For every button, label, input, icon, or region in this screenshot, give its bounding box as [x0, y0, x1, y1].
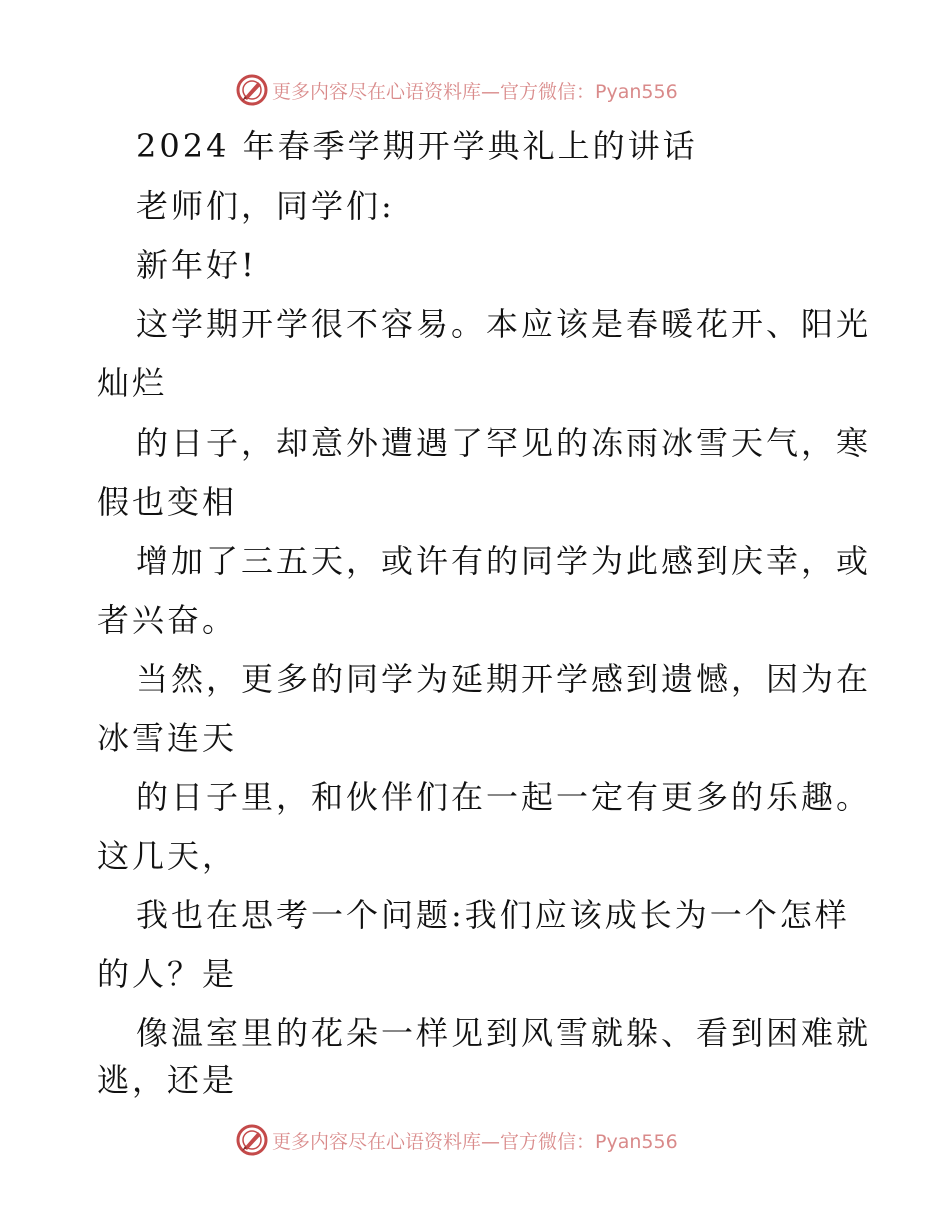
watermark-text: 更多内容尽在心语资料库—官方微信：Pyan556 — [272, 80, 678, 103]
text-line: 这学期开学很不容易。本应该是春暖花开、阳光 — [136, 305, 872, 343]
text-line: 灿烂 — [97, 364, 168, 402]
text-line: 的日子，却意外遭遇了罕见的冻雨冰雪天气，寒 — [136, 424, 872, 462]
text-line: 增加了三五天，或许有的同学为此感到庆幸，或 — [136, 542, 872, 580]
text-line: 像温室里的花朵一样见到风雪就躲、看到困难就 — [136, 1014, 872, 1052]
text-line: 我也在思考一个问题:我们应该成长为一个怎样 — [136, 896, 850, 934]
watermark-text: 更多内容尽在心语资料库—官方微信：Pyan556 — [272, 1130, 678, 1153]
quill-logo-icon — [236, 1124, 268, 1156]
text-line: 者兴奋。 — [97, 601, 238, 639]
document-title: 2024 年春季学期开学典礼上的讲话 — [136, 127, 698, 165]
header-watermark-banner — [236, 72, 678, 108]
text-line: 老师们，同学们: — [136, 187, 395, 225]
text-line: 的人？是 — [97, 955, 238, 993]
text-line: 当然，更多的同学为延期开学感到遗憾，因为在 — [136, 660, 872, 698]
text-line: 这几天， — [97, 837, 238, 875]
text-line: 逃，还是 — [97, 1061, 238, 1099]
text-line: 新年好! — [136, 246, 257, 284]
footer-watermark-banner — [236, 1122, 678, 1158]
text-line: 的日子里，和伙伴们在一起一定有更多的乐趣。 — [136, 778, 872, 816]
text-line: 冰雪连天 — [97, 719, 238, 757]
quill-logo-icon — [236, 74, 268, 106]
text-line: 假也变相 — [97, 483, 238, 521]
